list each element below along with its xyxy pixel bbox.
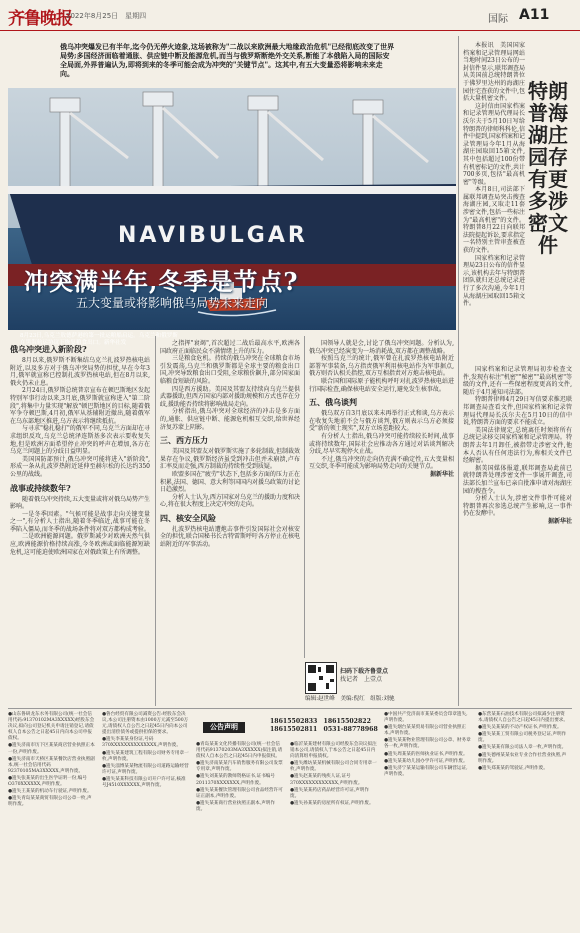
section-title: 四、核安全风险 <box>160 512 216 523</box>
ads-column-4 <box>290 742 378 924</box>
ad-item: ●遗失某某科技有限公司开户许可证,核准号J4510XXXXXX,声明作废。 <box>102 776 186 789</box>
ad-item: ●遗失济宁某某运输有限公司车辆营运证,声明作废。 <box>384 765 468 777</box>
ad-item: ●遗失某某幼儿园办学许可证,声明作废。 <box>384 758 468 764</box>
paragraph: 本月8日,司法部下属联邦调查局突击搜查海湖庄园,又取走11套涉密文件,包括一些标注为"最高机密"的文件。特朗普8月22日向联邦法院提起诉讼,要求指定一名特别主管审查被查获的文件。 <box>463 186 525 255</box>
photo-caption: 8月23日,乌克兰敖德萨港的第一批运粮船启运。乌克兰和俄罗斯在黑海航运协议下恢复粮食出口。新华社发 <box>20 333 178 346</box>
paragraph: 美国国防部预计,俄乌冲突可能将进入"新阶段",形成一条从扎波罗热附近延伸至赫尔松的长达约350公里的战线。 <box>10 455 150 478</box>
ad-item: ●青岛某某文化传播有限公司(统一社会信用代码91370203MA3XXXXX)拟注销,请债权人自本公告之日起45日内申报债权。 <box>196 742 283 760</box>
qr-caption <box>340 668 388 684</box>
ad-item: ●遗失某某物业管理有限公司公章、财务章各一枚,声明作废。 <box>384 738 471 750</box>
paragraph: 扎波罗热核电站遭炮击事件引发国际社会对核安全的担忧,联合国秘书长古特雷斯呼吁各方停止在核电站附近的军事活动。 <box>160 525 300 549</box>
ad-item: ●遗失青岛某某商贸有限公司公章一枚,声明作废。 <box>8 796 92 808</box>
ad-item: ●遗失济南某某汽车销售服务有限公司发票专用章,声明作废。 <box>196 761 283 773</box>
ad-item: ●遗失潍坊某某机械有限公司合同专用章一枚,声明作废。 <box>290 761 377 773</box>
ads-divider <box>8 708 572 709</box>
article2-column-a <box>463 42 525 308</box>
section-title: 俄乌冲突进入新阶段? <box>10 344 87 354</box>
ad-item: ●遗失某某餐饮管理有限公司食品经营许可证正副本,声明作废。 <box>196 787 283 799</box>
paragraph: 本报讯 美国国家档案和记录管理局网站当地时间23日公布的一封信件显示,联邦调查局从美国前总统特朗普位于佛罗里达州的海湖庄园住宅查获的文件中,包括大量机密文件。 <box>463 42 525 103</box>
page-number: A11 <box>519 7 550 23</box>
paragraph: 美国及其盟友对俄罗斯实施了多轮制裁,但制裁效果存在争议,俄罗斯经济虽受到冲击但并未崩溃,卢布汇率反而走强,西方制裁的持续性受到质疑。 <box>160 448 300 471</box>
ad-item: ●遗失德州某某农业专业合作社营业执照,声明作废。 <box>478 752 567 764</box>
issue-date: 2022年8月25日 星期四 <box>66 12 147 20</box>
paragraph: 与寻求"稳扎稳打"的俄军不同,乌克兰方面却在寻求组织反攻,乌克兰总统泽连斯基多次表示要收复失地,但是欧洲方面希望停止冲突的呼声在增加,各方在乌克兰问题上的分歧日益明显。 <box>10 425 150 456</box>
paragraph: 联合国和国际原子能机构呼吁对扎波罗热核电站进行国际检查,确保核电站安全运行,避免发生核事故。 <box>309 377 454 393</box>
section-title: 五、俄乌谈判 <box>309 397 357 408</box>
paragraph: 分析人士认为,涉密文件事件可能对特朗普再次参选总统产生影响,这一事件仍在发酵中。 <box>463 495 572 518</box>
paragraph: 俄乌双方自3月底以来未再举行正式和谈,乌方表示在收复失地前不会与俄方谈判,俄方则表示乌方必须接受"新的领土现实",双方立场差距较大。 <box>309 410 454 433</box>
article-column-2 <box>160 340 300 549</box>
ad-item: ●遗失某某药店药品经营许可证,声明作废。 <box>290 787 369 799</box>
qr-code[interactable] <box>305 662 337 694</box>
paragraph: 随着俄乌冲突持续,五大变量或将对俄乌局势产生影响。 <box>10 495 150 511</box>
ad-item: ●遗失吴某某的不动产权证书,声明作废。 <box>478 725 562 731</box>
page-header <box>0 0 580 31</box>
phone-line-2: 18615502811 0531-88778968 <box>270 726 378 733</box>
paragraph: 二是欧洲能源问题。俄罗斯减少对欧洲天然气供应,欧洲能源价格持续高涨,今冬欧洲或面临能源短缺危机,这可能迫使欧洲国家在对俄政策上有所调整。 <box>10 533 150 556</box>
column-divider <box>458 36 459 706</box>
notice-label: 公告声明 <box>203 722 245 733</box>
ship-name: NAVIBULGAR <box>118 223 308 248</box>
paragraph: 按照乌克兰的统计,俄军曾在扎波罗热核电站附近部署军事装备,乌方指责俄军利用核电站作为军事据点,俄方则否认相关指控,双方互相指责对方炮击核电站。 <box>309 355 454 378</box>
classified-ads <box>8 712 572 927</box>
ad-item: ●遗失孙某某的房屋所有权证,声明作废。 <box>290 800 374 806</box>
ad-item: ●遗失某某有限公司法人章一枚,声明作废。 <box>478 745 567 751</box>
ad-item: ●遗失济南市历下区某某商店营业执照正本一份,声明作废。 <box>8 743 95 755</box>
article2-vertical-title: 特朗普海湖庄园存有更多涉密文件 <box>528 79 568 257</box>
newspaper-logo: 齐鲁晚报 <box>8 9 72 29</box>
column-divider <box>304 336 305 658</box>
paragraph: 之指挥"衰竭",首次超过二战后最高水平,欧洲各国政府正面临民众不满情绪上升的压力。 <box>160 340 300 355</box>
ad-item: ●遗失张某某的出生医学证明一份,编号O370XXXXXX,声明作废。 <box>8 775 87 788</box>
ad-item: ●遗失赵某某的残疾人证,证号370XXXXXXXXXXXX,声明作废。 <box>290 774 363 786</box>
ad-item: ●遗失某某商行营业执照正副本,声明作废。 <box>196 800 275 812</box>
paragraph: 美国法律规定,总统离任时须将所有总统记录移交国家档案和记录管理局。特朗普去年1月卸任,被指带走涉密文件,他本人否认有任何违法行为,称相关文件已经解密。 <box>463 426 572 465</box>
ad-item: ●临沂某某建材有限公司经股东会决议拟注销本公司,请债权人于本公告之日起45日内向清算组申报债权。 <box>290 742 377 760</box>
column-divider <box>155 336 156 706</box>
paragraph: 分析人士认为,西方国家对乌克兰的援助力度和决心,将在很大程度上决定冲突的走向。 <box>160 493 300 509</box>
ads-column-2 <box>102 712 190 924</box>
notice-phones <box>270 718 378 734</box>
article-column-3 <box>309 340 454 479</box>
main-headline: 冲突满半年,冬季是节点? <box>24 267 299 296</box>
paragraph: 国家档案和记录管理局23日公布的信件显示,该机构去年与特朗普团队就归还总统记录进行了多次沟通,今年1月从海湖庄园取回15箱文件。 <box>463 254 525 308</box>
article-lead: 俄乌冲突爆发已有半年,迄今仍无停火迹象,这场被称为"二战以来欧洲最大地缘政治危机"已经彻底改变了世界局势;多国经济面临着通胀、供应链中断及能源危机,而当与俄罗斯断绝外交关系,断能了本俄陷入局的国际安全局面,外界普遍认为,即将到来的冬季可能会成为冲突的"关键节点"。这其中,有五大变量恐将影响未来走向。 <box>60 42 395 78</box>
paragraph: 有分析人士指出,俄乌冲突可能持续较长时间,战事或将持续数年,国际社会应推动各方通过对话谈判解决分歧,尽早实现停火止战。 <box>309 432 454 456</box>
ad-item: ●遗失济南市天桥区某某餐饮店营业执照副本,统一社会信用代码92370105MA3XXXXX,声明作废。 <box>8 756 95 774</box>
section-name: 国际 <box>488 14 508 25</box>
paragraph: 欧盟多国在"疲劳"状态下,包括多方面的压力正在积累,法国、德国、意大利等国国内对援乌政策的讨论日趋激烈。 <box>160 470 300 494</box>
editors-line: 编辑:赵世峰 美编:倪红 组版:刘驰 <box>305 696 395 702</box>
ad-item: ●遗失某某工贸有限公司税务登记证,声明作废。 <box>478 732 567 744</box>
paragraph: 8月以来,俄罗斯不断集结乌克兰扎波罗热核电站附近,以及多方对于俄乌冲突局势的担忧,早在今年3月,俄军就宣称已控制扎波罗热核电站,但在8月以来,俄火仍未止息。 <box>10 357 150 387</box>
ad-item: ●鲁台经贸有限公司减资公告:经股东会决议,本公司注册资本由1000万元减至500万元,请债权人自公告之日起45日内向本公司提出清偿债务或提供担保的要求。 <box>102 712 189 736</box>
ad-item: ●遗失刘某某的教师资格证书,证书编号2011370XXXXXXX,声明作废。 <box>196 774 275 786</box>
paragraph: 国领导人就是会,讨论了俄乌冲突问题。分析认为,俄乌冲突已经演变为一场消耗战,双方都在调整战略。 <box>309 340 454 355</box>
ad-item: ●山东鲁研龙东水务有限公司(统一社会信用代码:91370102MA3XXXXX)经股东会决议,拟向公司登记机关申请注销登记,请债权人自本公告之日起45日内向本公司申报债权。 <box>8 712 95 742</box>
paragraph: 特朗普律师4月29日写信要求推迟联邦调查局查看文件,但国家档案和记录管理局代理局长沃尔夫在5月10日的信中说,特朗普方面的要求不能成立。 <box>463 396 572 427</box>
ads-column-5 <box>384 712 472 924</box>
ad-item: ●遗失烟台某某贸易有限公司营业执照正本,声明作废。 <box>384 725 467 737</box>
paragraph: 三是粮食危机。持续的俄乌冲突在全球粮食市场引发震荡,乌克兰和俄罗斯都是全球主要的粮食出口国,冲突导致粮食出口受阻,全球粮价飙升,部分国家面临粮食短缺的风险。 <box>160 355 300 385</box>
paragraph: 2月24日,俄罗斯总统普京宣布在顿巴斯地区发起特别军事行动以来,3月底,俄罗斯就宣称进入"第二阶段",将集中力量实现"解放"顿巴斯地区的目标,随着俄军争夺顿巴斯,4月初,俄军从基辅附近撤出,随着俄军在乌东部地区推进,乌方表示将继续抵抗。 <box>10 387 150 425</box>
ad-item: ●中国共产党济南市某某委员会印章遗失,声明作废。 <box>384 712 468 724</box>
ads-column-3 <box>196 742 284 924</box>
paragraph: 一是冬季因素。"气候可能是战事走向关键变量之一",有分析人士指出,随着冬季临近,战事可能在冬季陷入僵局,而冬季的战场条件将对双方都构成考验。 <box>10 510 150 533</box>
ad-item: ●遗失淄博某某物流有限公司道路运输经营许可证,声明作废。 <box>102 763 189 775</box>
ad-item: ●遗失周某某的医师执业证书,声明作废。 <box>384 751 468 757</box>
ad-item: ●遗失某某建筑工程有限公司财务专用章一枚,声明作废。 <box>102 750 189 762</box>
section-title: 三、西方压力 <box>160 435 208 446</box>
qr-caption-line-1: 扫码下载齐鲁壹点 <box>340 668 389 675</box>
byline: 据新华社 <box>429 470 454 478</box>
paragraph: 四是西方援助。美国及其盟友持续向乌克兰提供武器援助,但西方国家内部对援助规模和方式也存在分歧,援助能否持续将影响战局走向。 <box>160 385 300 408</box>
article2-column-b <box>463 366 572 525</box>
ad-item: ●遗失王某某的机动车行驶证,声明作废。 <box>8 789 92 795</box>
ads-column-6 <box>478 712 570 924</box>
paragraph: 分析指出,俄乌冲突对全球经济的冲击是多方面的,通胀、供应链中断、能源危机相互交织,给世界经济复苏蒙上阴影。 <box>160 408 300 431</box>
ad-item: ●东营某某石油技术有限公司拟减少注册资本,请债权人自公告之日起45日内提出要求。 <box>478 712 568 724</box>
phone-line-1: 18615502833 18615502822 <box>270 718 371 725</box>
paragraph: 不过,俄乌冲突的走向仍充满不确定性,五大变量相互交织,冬季可能成为影响局势走向的关键节点。 <box>309 455 454 471</box>
ad-item: ●遗失李某某身份证,号码370XXXXXXXXXXXXXX,声明作废。 <box>102 737 181 749</box>
sub-headline: 五大变量或将影响俄乌局势未来走向 <box>76 296 269 310</box>
article-column-1 <box>10 340 150 556</box>
paragraph: 据美国媒体报道,联邦调查局此前已就特朗普处理涉密文件一事展开调查,司法部长加兰宣布已亲自批准申请对海湖庄园的搜查令。 <box>463 464 572 495</box>
ad-item: ●遗失郑某某的驾驶证,声明作废。 <box>478 765 548 771</box>
qr-caption-line-2: 找记者 上壹点 <box>340 676 383 683</box>
ads-column-1 <box>8 712 96 924</box>
paragraph: 这封信由国家档案和记录管理局代理局长沃尔夫于5月10日写给特朗普的律师科科伦,信件中提到,国家档案和记录管理局今年1月从海湖庄园取回15箱文件,其中包括超过100份带有机密标记的文件,共计700多页,包括"最高机密"等级。 <box>463 102 525 186</box>
byline: 据新华社 <box>547 517 572 525</box>
section-title: 战事或持续数年? <box>10 482 71 493</box>
paragraph: 国家档案和记录管理局初步检查文件,发现有标注"机密""秘密""最高机密"等级的文件,还有一些保密程度更高的文件,随后于4月通知司法部。 <box>463 366 572 396</box>
